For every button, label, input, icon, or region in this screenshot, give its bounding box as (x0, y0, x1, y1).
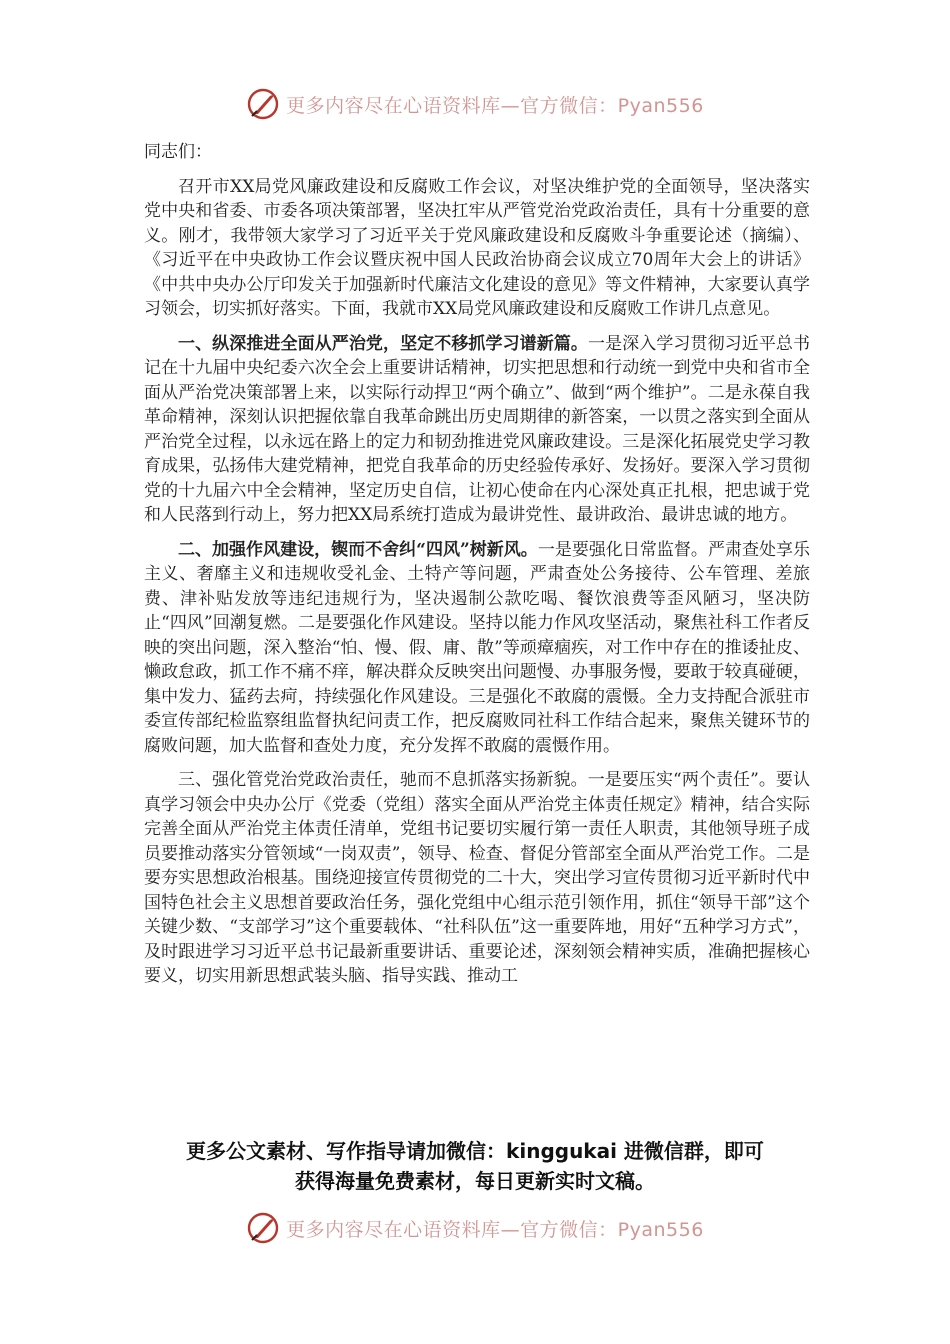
section-paragraph (144, 538, 810, 759)
section-heading: 二、加强作风建设，锲而不舍纠“四风”树新风。 (178, 539, 538, 560)
section-body: 一是深入学习贯彻习近平总书记在十九届中央纪委六次全会上重要讲话精神，切实把思想和行动统一到党中央和省市全面从严治党决策部署上来，以实际行动捍卫“两个确立”、做到“两个维护”。二是永葆自我革命精神，深刻认识把握依靠自我革命跳出历史周期律的新答案，一以贯之落实到全面从严治党全过程，以永远在路上的定力和韧劲推进党风廉政建设。三是深化拓展党史学习教育成果，弘扬伟大建党精神，把党自我革命的历史经验传承好、发扬好。要深入学习贯彻党的十九届六中全会精神，坚定历史自信，让初心使命在内心深处真正扎根，把忠诚于党和人民落到行动上，努力把XX局系统打造成为最讲党性、最讲政治、最讲忠诚的地方。 (144, 333, 810, 525)
document-body (144, 140, 810, 999)
section-paragraph (144, 332, 810, 528)
promo-line-1: 更多公文素材、写作指导请加微信：kinggukai 进微信群，即可 (186, 1139, 764, 1163)
promo-line-2: 获得海量免费素材，每日更新实时文稿。 (295, 1169, 655, 1193)
header-banner (0, 84, 950, 124)
section-heading: 一、纵深推进全面从严治党，坚定不移抓学习谱新篇。 (178, 333, 588, 354)
section-paragraph (144, 768, 810, 989)
quill-logo-icon (246, 1211, 280, 1245)
quill-logo-icon (246, 87, 280, 121)
banner-text: 更多内容尽在心语资料库—官方微信：Pyan556 (286, 94, 704, 117)
section-body: 一是要压实“两个责任”。要认真学习领会中央办公厅《党委（党组）落实全面从严治党主体责任规定》精神，结合实际完善全面从严治党主体责任清单，党组书记要切实履行第一责任人职责，其他领导班子成员要推动落实分管领域“一岗双责”，领导、检查、督促分管部室全面从严治党工作。二是要夯实思想政治根基。围绕迎接宣传贯彻党的二十大，突出学习宣传贯彻习近平新时代中国特色社会主义思想首要政治任务，强化党组中心组示范引领作用，抓住“领导干部”这个关键少数、“支部学习”这个重要载体、“社科队伍”这一重要阵地，用好“五种学习方式”，及时跟进学习习近平总书记最新重要讲话、重要论述，深刻领会精神实质，准确把握核心要义，切实用新思想武装头脑、指导实践、推动工 (144, 770, 811, 986)
promo-notice (100, 1136, 850, 1196)
footer-banner (0, 1208, 950, 1248)
intro-paragraph: 召开市XX局党风廉政建设和反腐败工作会议，对坚决维护党的全面领导，坚决落实党中央和省委、市委各项决策部署，坚决扛牢从严管党治党政治责任，具有十分重要的意义。刚才，我带领大家学习了习近平关于党风廉政建设和反腐败斗争重要论述（摘编）、《习近平在中央政协工作会议暨庆祝中国人民政治协商会议成立70周年大会上的讲话》《中共中央办公厅印发关于加强新时代廉洁文化建设的意见》等文件精神，大家要认真学习领会，切实抓好落实。下面，我就市XX局党风廉政建设和反腐败工作讲几点意见。 (144, 176, 810, 319)
section-heading: 三、强化管党治党政治责任，驰而不息抓落实扬新貌。 (178, 770, 588, 790)
banner-text: 更多内容尽在心语资料库—官方微信：Pyan556 (286, 1218, 704, 1241)
section-body: 一是要强化日常监督。严肃查处享乐主义、奢靡主义和违规收受礼金、土特产等问题，严肃查处公务接待、公车管理、差旅费、津补贴发放等违纪违规行为，坚决遏制公款吃喝、餐饮浪费等歪风陋习，坚决防止“四风”回潮复燃。二是要强化作风建设。坚持以能力作风攻坚活动，聚焦社科工作者反映的突出问题，深入整治“怕、慢、假、庸、散”等顽瘴痼疾，对工作中存在的推诿扯皮、懒政怠政，抓工作不痛不痒，解决群众反映突出问题慢、办事服务慢，要敢于较真碰硬，集中发力、猛药去疴，持续强化作风建设。三是强化不敢腐的震慑。全力支持配合派驻市委宣传部纪检监察组监督执纪问责工作，把反腐败同社科工作结合起来，聚焦关键环节的腐败问题，加大监督和查处力度，充分发挥不敢腐的震慑作用。 (144, 539, 811, 756)
salutation: 同志们： (144, 142, 212, 162)
